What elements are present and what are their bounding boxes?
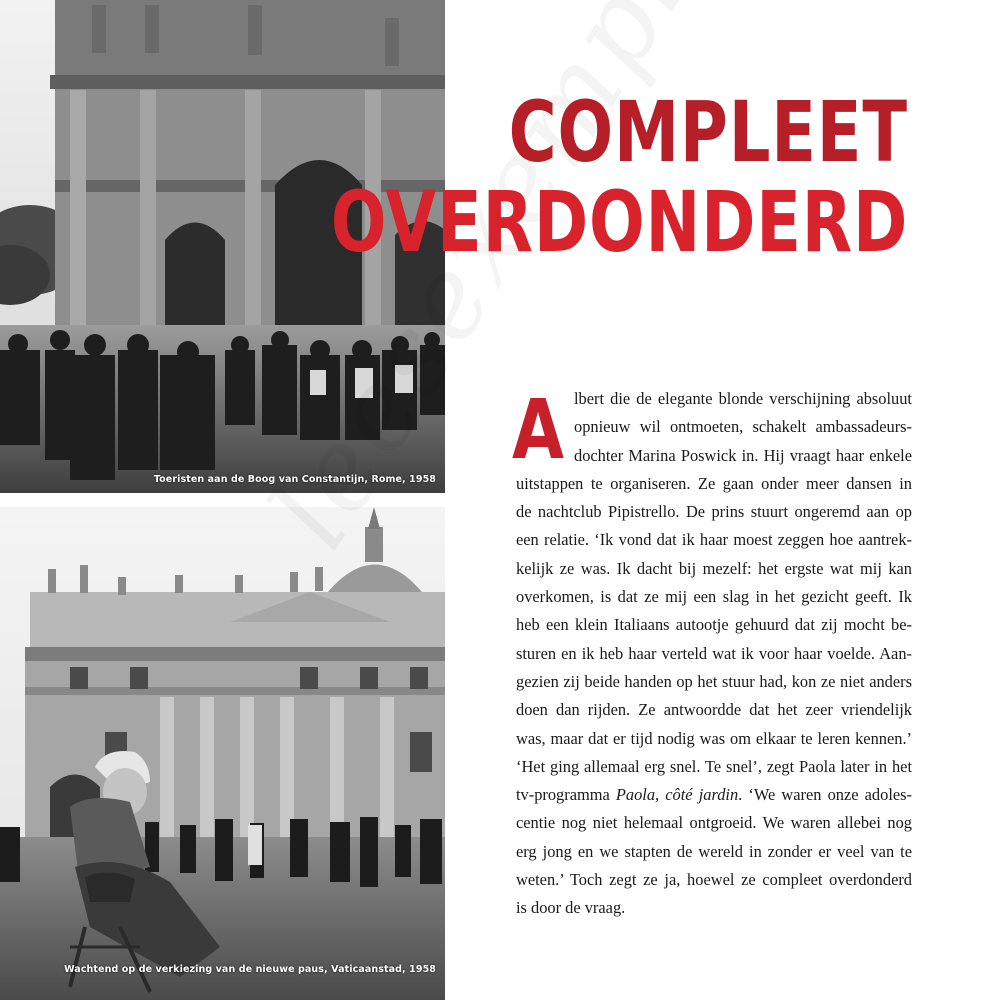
page-title-line-1: COMPLEET: [508, 83, 908, 181]
article-line: een relatie. ‘Ik vond dat ik haar moest zeggen hoe aantrek-: [516, 530, 912, 550]
photo-st-peters-basilica: [0, 507, 445, 1000]
article-line: sturen en ik heb haar verteld wat ik voor haar voelde. Aan-: [516, 643, 912, 663]
article-line: weten.’ Toch zegt ze ja, hoewel ze compleet overdonderd: [516, 870, 912, 890]
article-line: gezien zij beide handen op het stuur had, kon ze niet anders: [516, 671, 912, 691]
article-body: [516, 385, 912, 923]
photo-caption: Wachtend op de verkiezing van de nieuwe paus, Vaticaanstad, 1958: [64, 964, 436, 975]
basilica-photo-illustration: [0, 507, 445, 1000]
tv-programme-title: Paola, côté jardin: [615, 785, 739, 805]
article-line: kelijk ze was. Ik dacht bij mezelf: het ergste wat mij kan: [516, 558, 912, 578]
article-line: lbert die de elegante blonde verschijning absoluut: [574, 389, 912, 408]
photo-caption: Toeristen aan de Boog van Constantijn, Rome, 1958: [153, 474, 436, 485]
article-line-with-italic: [516, 781, 912, 809]
article-line: doen dan rijden. Ze antwoordde dat het zeer vriendelijk: [516, 700, 912, 720]
article-line: centie nog niet helemaal ontgroeid. We waren allebei nog: [516, 813, 912, 833]
article-line: opnieuw wil ontmoeten, schakelt ambassadeurs-: [574, 417, 912, 437]
article-line: dochter Marina Poswick in. Hij vraagt haar enkele: [574, 445, 912, 465]
article-line-last: is door de vraag.: [516, 898, 626, 918]
drop-cap: A: [512, 383, 565, 478]
article-line: overkomen, is dat ze mij een slag in het gezicht geeft. Ik: [516, 587, 912, 607]
article-line-end: . ‘We waren onze adoles-: [738, 785, 912, 805]
article-line: erg jong en we stapten de wereld in zonder er veel van te: [516, 841, 912, 861]
article-line: ‘Het ging allemaal erg snel. Te snel’, zegt Paola later in het: [516, 756, 912, 776]
article-line: de nachtclub Pipistrello. De prins stuurt ongeremd aan op: [516, 502, 912, 522]
page-title-line-2: OVERDONDERD: [330, 173, 908, 271]
article-line: uitstappen te organiseren. Ze gaan onder meer dansen in: [516, 473, 912, 493]
article-line: heb een klein Italiaans autootje gehuurd dat zij mocht be-: [516, 615, 912, 635]
article-line: was, maar dat er tijd nodig was om elkaar te leren kennen.’: [516, 728, 912, 748]
article-line-start: tv-programma: [516, 785, 616, 805]
